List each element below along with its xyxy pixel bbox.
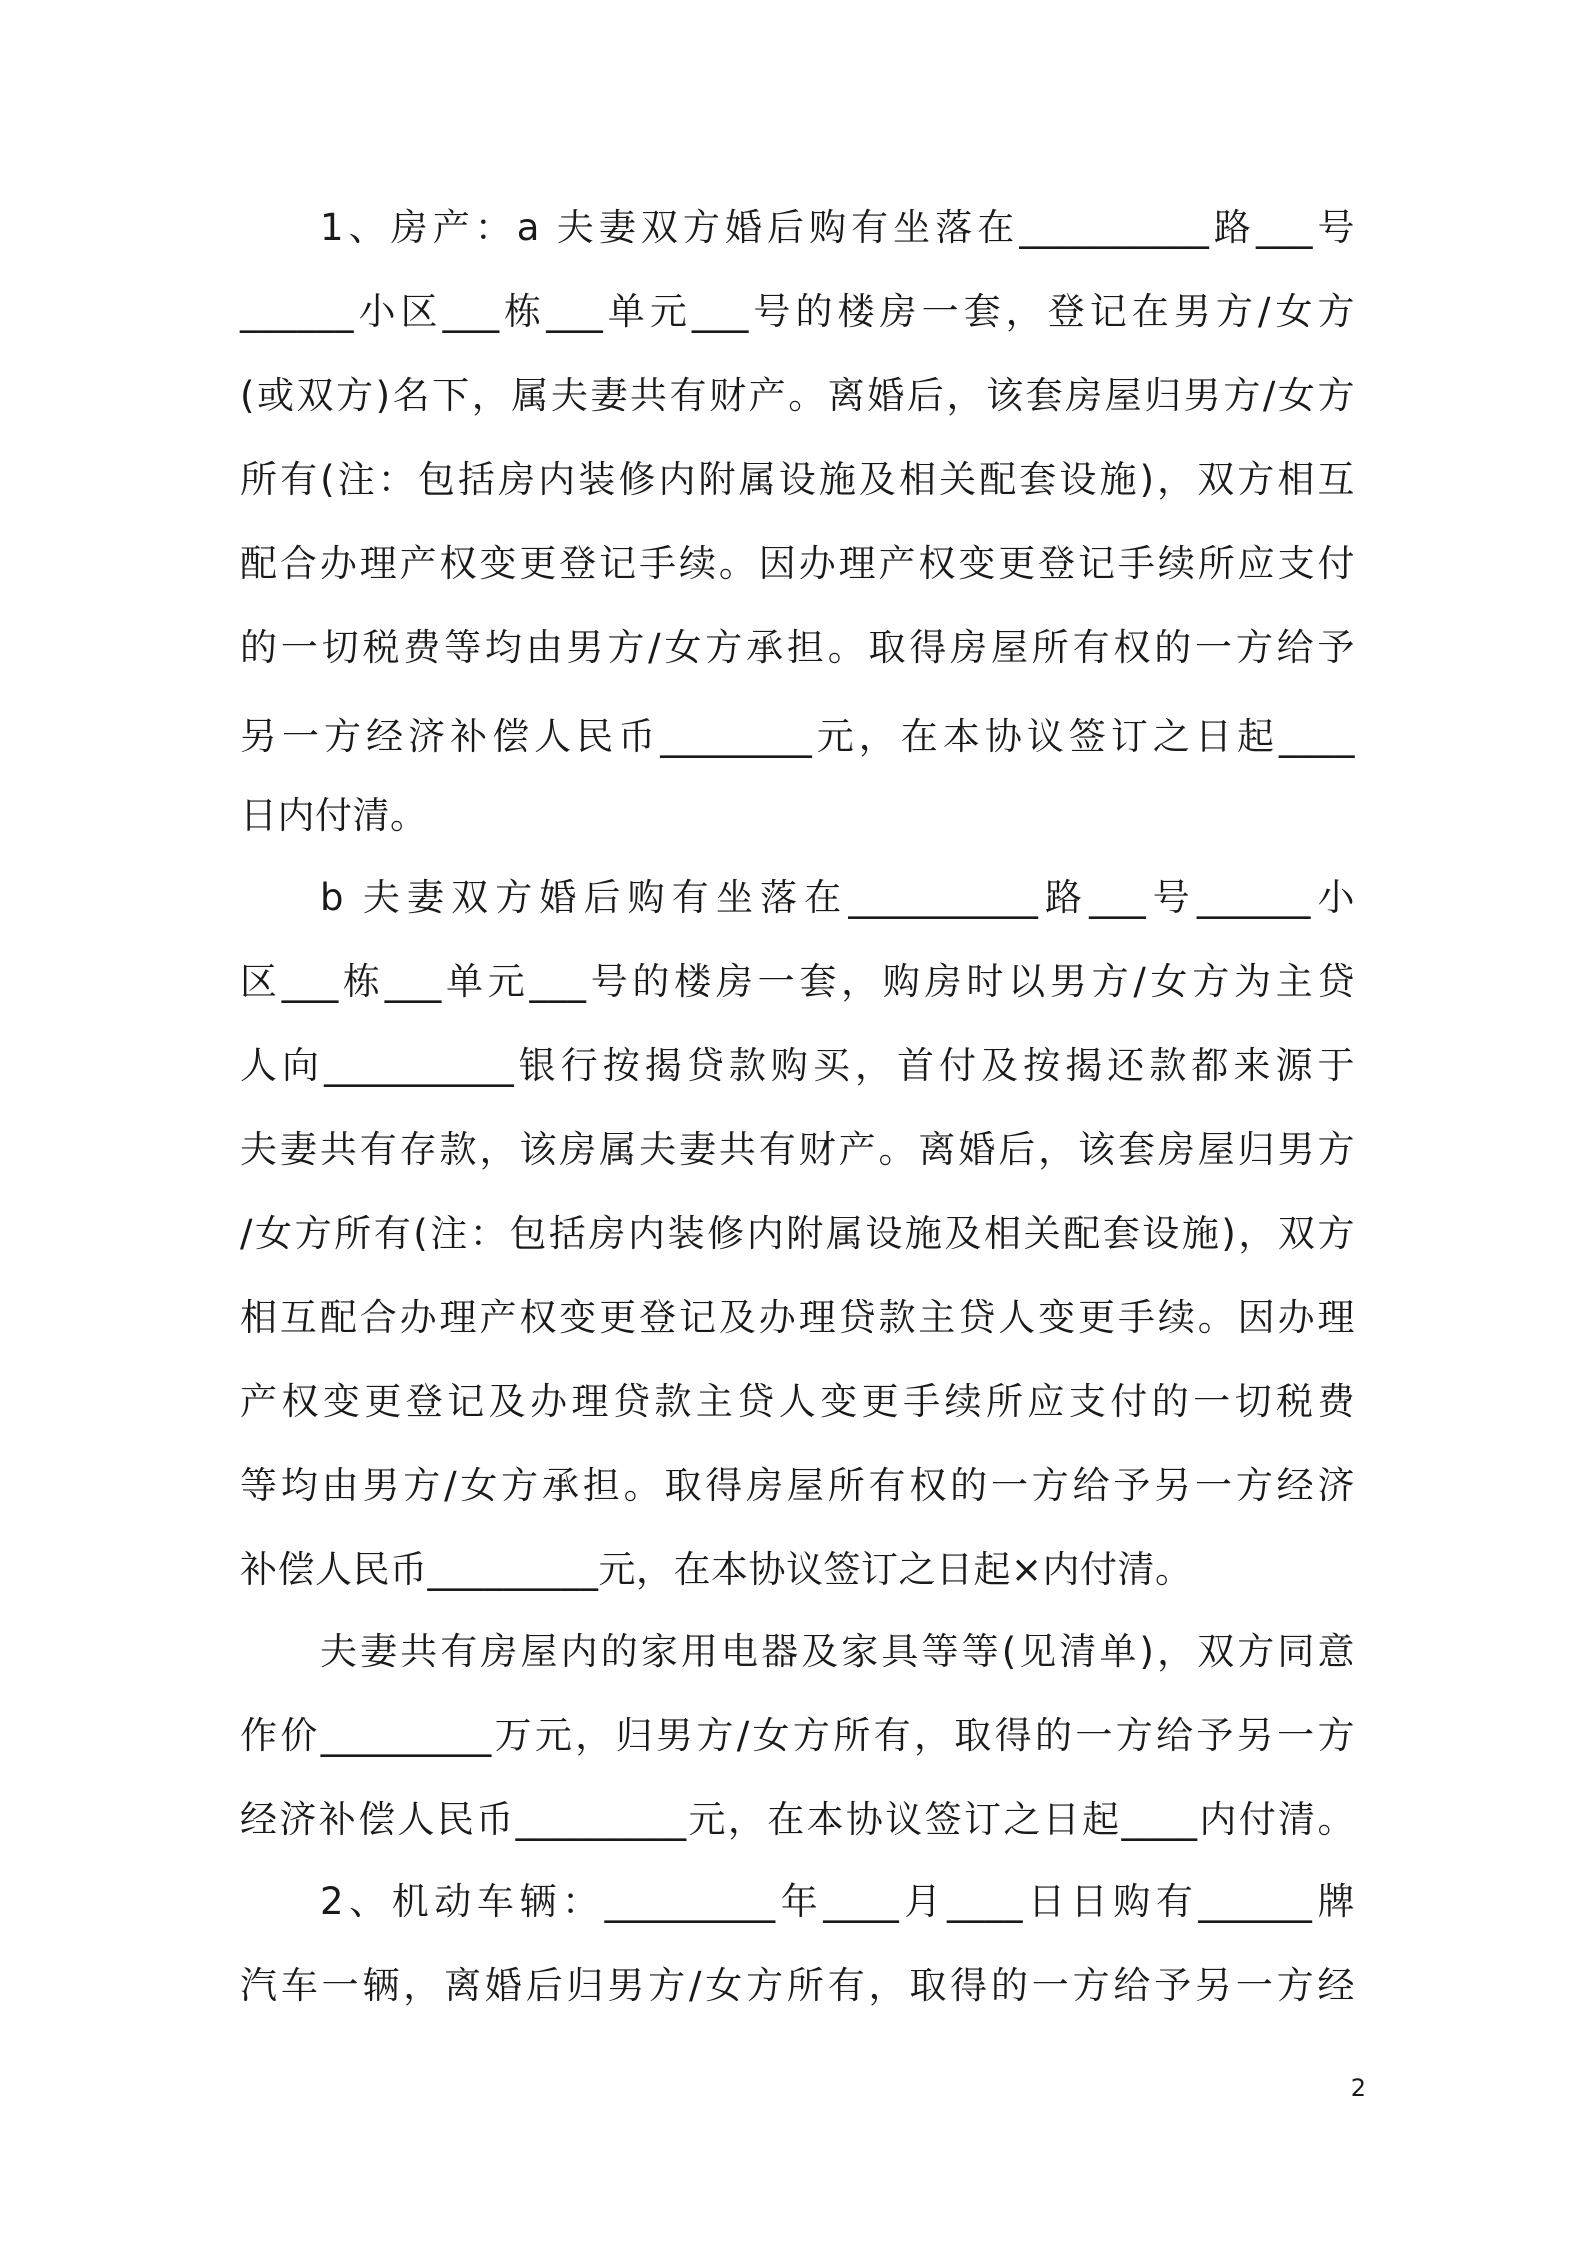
text-line: 夫妻共有存款，该房属夫妻共有财产。离婚后，该套房屋归男方 — [240, 1128, 1355, 1171]
text-line: 2、机动车辆：_________年____月____日日购有______牌 — [320, 1880, 1355, 1923]
text-line: 补偿人民币_________元，在本协议签订之日起×内付清。 — [240, 1548, 1193, 1591]
text-line: 相互配合办理产权变更登记及办理贷款主贷人变更手续。因办理 — [240, 1296, 1355, 1339]
text-line: 产权变更登记及办理贷款主贷人变更手续所应支付的一切税费 — [240, 1380, 1355, 1423]
text-line: 区___栋___单元___号的楼房一套，购房时以男方/女方为主贷 — [240, 960, 1355, 1003]
text-line: b 夫妻双方婚后购有坐落在__________路___号______小 — [320, 876, 1355, 919]
text-line: /女方所有(注：包括房内装修内附属设施及相关配套设施)，双方 — [240, 1212, 1355, 1255]
text-line: 所有(注：包括房内装修内附属设施及相关配套设施)，双方相互 — [240, 458, 1355, 501]
text-line: 等均由男方/女方承担。取得房屋所有权的一方给予另一方经济 — [240, 1464, 1355, 1507]
text-line: (或双方)名下，属夫妻共有财产。离婚后，该套房屋归男方/女方 — [240, 374, 1355, 417]
text-line: 夫妻共有房屋内的家用电器及家具等等(见清单)，双方同意 — [320, 1630, 1355, 1673]
text-line: 1、房产：a 夫妻双方婚后购有坐落在__________路___号 — [320, 206, 1355, 249]
text-line: 汽车一辆，离婚后归男方/女方所有，取得的一方给予另一方经 — [240, 1964, 1355, 2007]
text-line: ______小区___栋___单元___号的楼房一套，登记在男方/女方 — [240, 290, 1355, 333]
text-line: 人向__________银行按揭贷款购买，首付及按揭还款都来源于 — [240, 1044, 1355, 1087]
text-line: 的一切税费等均由男方/女方承担。取得房屋所有权的一方给予 — [240, 626, 1355, 669]
text-line: 作价_________万元，归男方/女方所有，取得的一方给予另一方 — [240, 1714, 1355, 1757]
text-line: 另一方经济补偿人民币________元，在本协议签订之日起____ — [240, 715, 1355, 758]
text-line: 配合办理产权变更登记手续。因办理产权变更登记手续所应支付 — [240, 542, 1355, 585]
page-number: 2 — [1350, 2074, 1366, 2102]
text-line: 经济补偿人民币_________元，在本协议签订之日起____内付清。 — [240, 1798, 1355, 1841]
text-line: 日内付清。 — [240, 794, 428, 837]
